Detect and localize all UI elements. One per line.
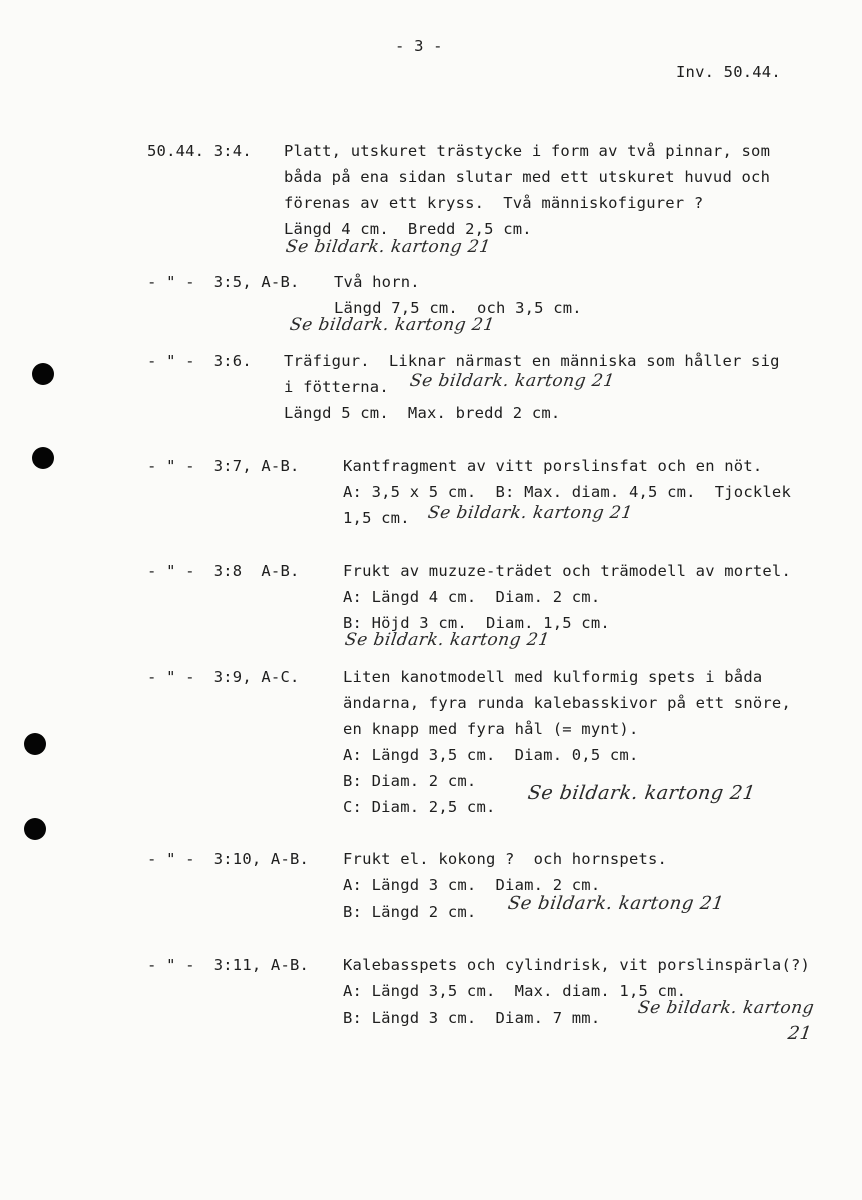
entry-line: båda på ena sidan slutar med ett utskuret huvud och (284, 168, 771, 186)
entry-line: Längd 7,5 cm. och 3,5 cm. (334, 299, 582, 317)
page-number: - 3 - (395, 37, 443, 55)
entry-number: - " - 3:6. (147, 352, 252, 370)
entry-number: - " - 3:5, A-B. (147, 273, 300, 291)
punch-hole (32, 363, 54, 385)
entry-number: - " - 3:8 A-B. (147, 562, 300, 580)
entry-line: Liten kanotmodell med kulformig spets i båda (343, 668, 763, 686)
entry-line: ändarna, fyra runda kalebasskivor på ett snöre, (343, 694, 791, 712)
entry-line: B: Höjd 3 cm. Diam. 1,5 cm. (343, 614, 610, 632)
entry-number: - " - 3:11, A-B. (147, 956, 310, 974)
entry-line: Träfigur. Liknar närmast en människa som håller sig (284, 352, 780, 370)
entry-number: - " - 3:7, A-B. (147, 457, 300, 475)
entry-line: Längd 4 cm. Bredd 2,5 cm. (284, 220, 532, 238)
entry-line: Två horn. (334, 273, 420, 291)
handwritten-note: Se bildark. kartong 21 (426, 503, 635, 523)
entry-line: A: 3,5 x 5 cm. B: Max. diam. 4,5 cm. Tjocklek (343, 483, 791, 501)
entry-line: A: Längd 4 cm. Diam. 2 cm. (343, 588, 601, 606)
entry-line: Frukt av muzuze-trädet och trämodell av mortel. (343, 562, 791, 580)
entry-number: 50.44. 3:4. (147, 142, 252, 160)
handwritten-note: Se bildark. kartong 21 (526, 782, 757, 804)
entry-line: A: Längd 3,5 cm. Diam. 0,5 cm. (343, 746, 639, 764)
handwritten-note: Se bildark. kartong 21 (284, 237, 493, 257)
entry-line: Längd 5 cm. Max. bredd 2 cm. (284, 404, 561, 422)
entry-line: Kantfragment av vitt porslinsfat och en nöt. (343, 457, 763, 475)
entry-line: förenas av ett kryss. Två människofigurer ? (284, 194, 704, 212)
punch-hole (24, 733, 46, 755)
entry-line: B: Längd 2 cm. (343, 903, 477, 921)
entry-line: C: Diam. 2,5 cm. (343, 798, 496, 816)
entry-line: en knapp med fyra hål (= mynt). (343, 720, 639, 738)
entry-line: B: Längd 3 cm. Diam. 7 mm. (343, 1009, 601, 1027)
entry-line: Platt, utskuret trästycke i form av två pinnar, som (284, 142, 771, 160)
entry-number: - " - 3:10, A-B. (147, 850, 310, 868)
entry-line: A: Längd 3,5 cm. Max. diam. 1,5 cm. (343, 982, 687, 1000)
inventory-number: Inv. 50.44. (676, 63, 781, 81)
handwritten-note: Se bildark. kartong 21 (343, 630, 552, 650)
entry-line: 1,5 cm. (343, 509, 410, 527)
entry-number: - " - 3:9, A-C. (147, 668, 300, 686)
handwritten-note: Se bildark. kartong (636, 998, 816, 1018)
handwritten-note: Se bildark. kartong 21 (506, 893, 726, 914)
entry-line: i fötterna. (284, 378, 389, 396)
handwritten-note-continued: 21 (786, 1023, 814, 1044)
entry-line: Kalebasspets och cylindrisk, vit porslinspärla(?) (343, 956, 811, 974)
handwritten-note: Se bildark. kartong 21 (288, 315, 497, 335)
punch-hole (32, 447, 54, 469)
entry-line: Frukt el. kokong ? och hornspets. (343, 850, 668, 868)
entry-line: B: Diam. 2 cm. (343, 772, 477, 790)
entry-line: A: Längd 3 cm. Diam. 2 cm. (343, 876, 601, 894)
handwritten-note: Se bildark. kartong 21 (408, 371, 617, 391)
punch-hole (24, 818, 46, 840)
